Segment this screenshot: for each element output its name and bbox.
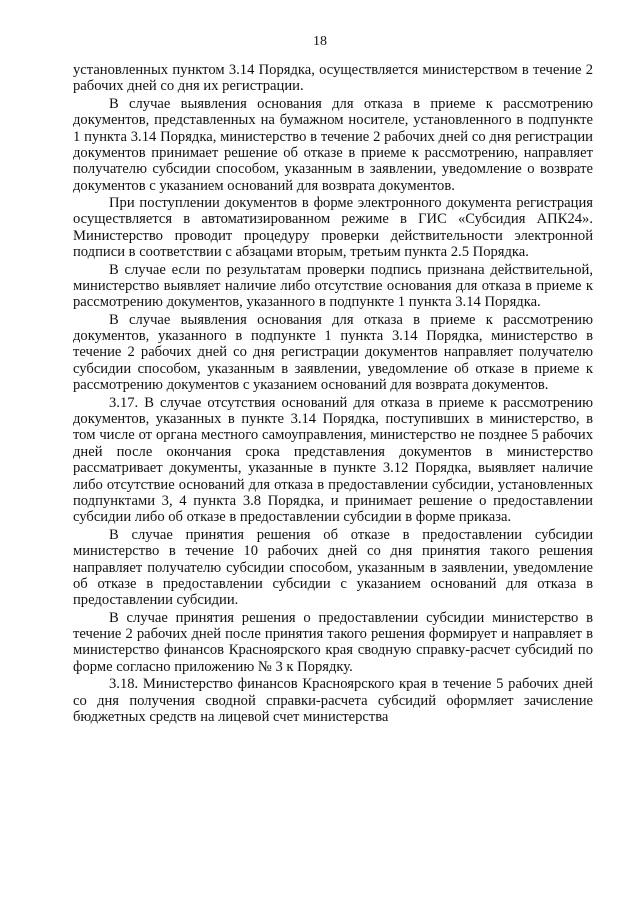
page-number: 18 — [313, 34, 327, 49]
paragraph-3-18: 3.18. Министерство финансов Красноярского края в течение 5 рабочих дней со дня получения сводной справки-расчета субсидий оформляет зачисление бюджетных средств на лицевой счет министерства — [73, 676, 593, 725]
paragraph-refusal-notice: В случае принятия решения об отказе в предоставлении субсидии министерство в течение 10 рабочих дней со дня принятия такого решения направляет получателю субсидии способом, указанным в заявлении, уведомление об отказе в предоставлении субсидии с указанием оснований для отказа в предоставлении субсидии. — [73, 526, 593, 609]
paragraph-paper-rejection: В случае выявления основания для отказа в приеме к рассмотрению документов, представленных на бумажном носителе, установленного в подпункте 1 пункта 3.14 Порядка, министерство в течение 2 рабочих дней со дня регистрации документов принимает решение об отказе в приеме к рассмотрению, направляет получателю субсидии способом, указанным в заявлении, уведомление о возврате документов с указанием оснований для возврата документов. — [73, 95, 593, 194]
paragraph-signature-valid: В случае если по результатам проверки подпись признана действительной, министерство выявляет наличие либо отсутствие основания для отказа в приеме к рассмотрению документов, указанного в подпункте 1 пункта 3.14 Порядка. — [73, 261, 593, 311]
paragraph-electronic-registration: При поступлении документов в форме электронного документа регистрация осуществляется в автоматизированном режиме в ГИС «Субсидия АПК24». Министерство проводит процедуру проверки действительности электронной подписи в соответствии с абзацами вторым, третьим пункта 2.5 Порядка. — [73, 195, 593, 261]
paragraph-continuation: установленных пунктом 3.14 Порядка, осуществляется министерством в течение 2 рабочих дней со дня их регистрации. — [73, 62, 593, 95]
document-body — [73, 62, 593, 726]
paragraph-grant-decision: В случае принятия решения о предоставлении субсидии министерство в течение 2 рабочих дней после принятия такого решения формирует и направляет в министерство финансов Красноярского края сводную справку-расчет субсидий по форме согласно приложению № 3 к Порядку. — [73, 609, 593, 675]
paragraph-3-17: 3.17. В случае отсутствия оснований для отказа в приеме к рассмотрению документов, указанных в пункте 3.14 Порядка, поступивших в министерство, в том числе от органа местного самоуправления, министерство не позднее 5 рабочих дней после окончания срока представления документов в министерство рассматривает документы, указанные в пункте 3.12 Порядка, выявляет наличие либо отсутствие оснований для отказа в предоставлении субсидии, установленных подпунктами 3, 4 пункта 3.8 Порядка, и принимает решение о предоставлении субсидии либо об отказе в предоставлении субсидии в форме приказа. — [73, 394, 593, 526]
paragraph-electronic-rejection: В случае выявления основания для отказа в приеме к рассмотрению документов, указанного в подпункте 1 пункта 3.14 Порядка, министерство в течение 2 рабочих дней со дня регистрации документов направляет получателю субсидии способом, указанным в заявлении, уведомление об отказе в приеме к рассмотрению документов с указанием оснований для возврата документов. — [73, 311, 593, 394]
